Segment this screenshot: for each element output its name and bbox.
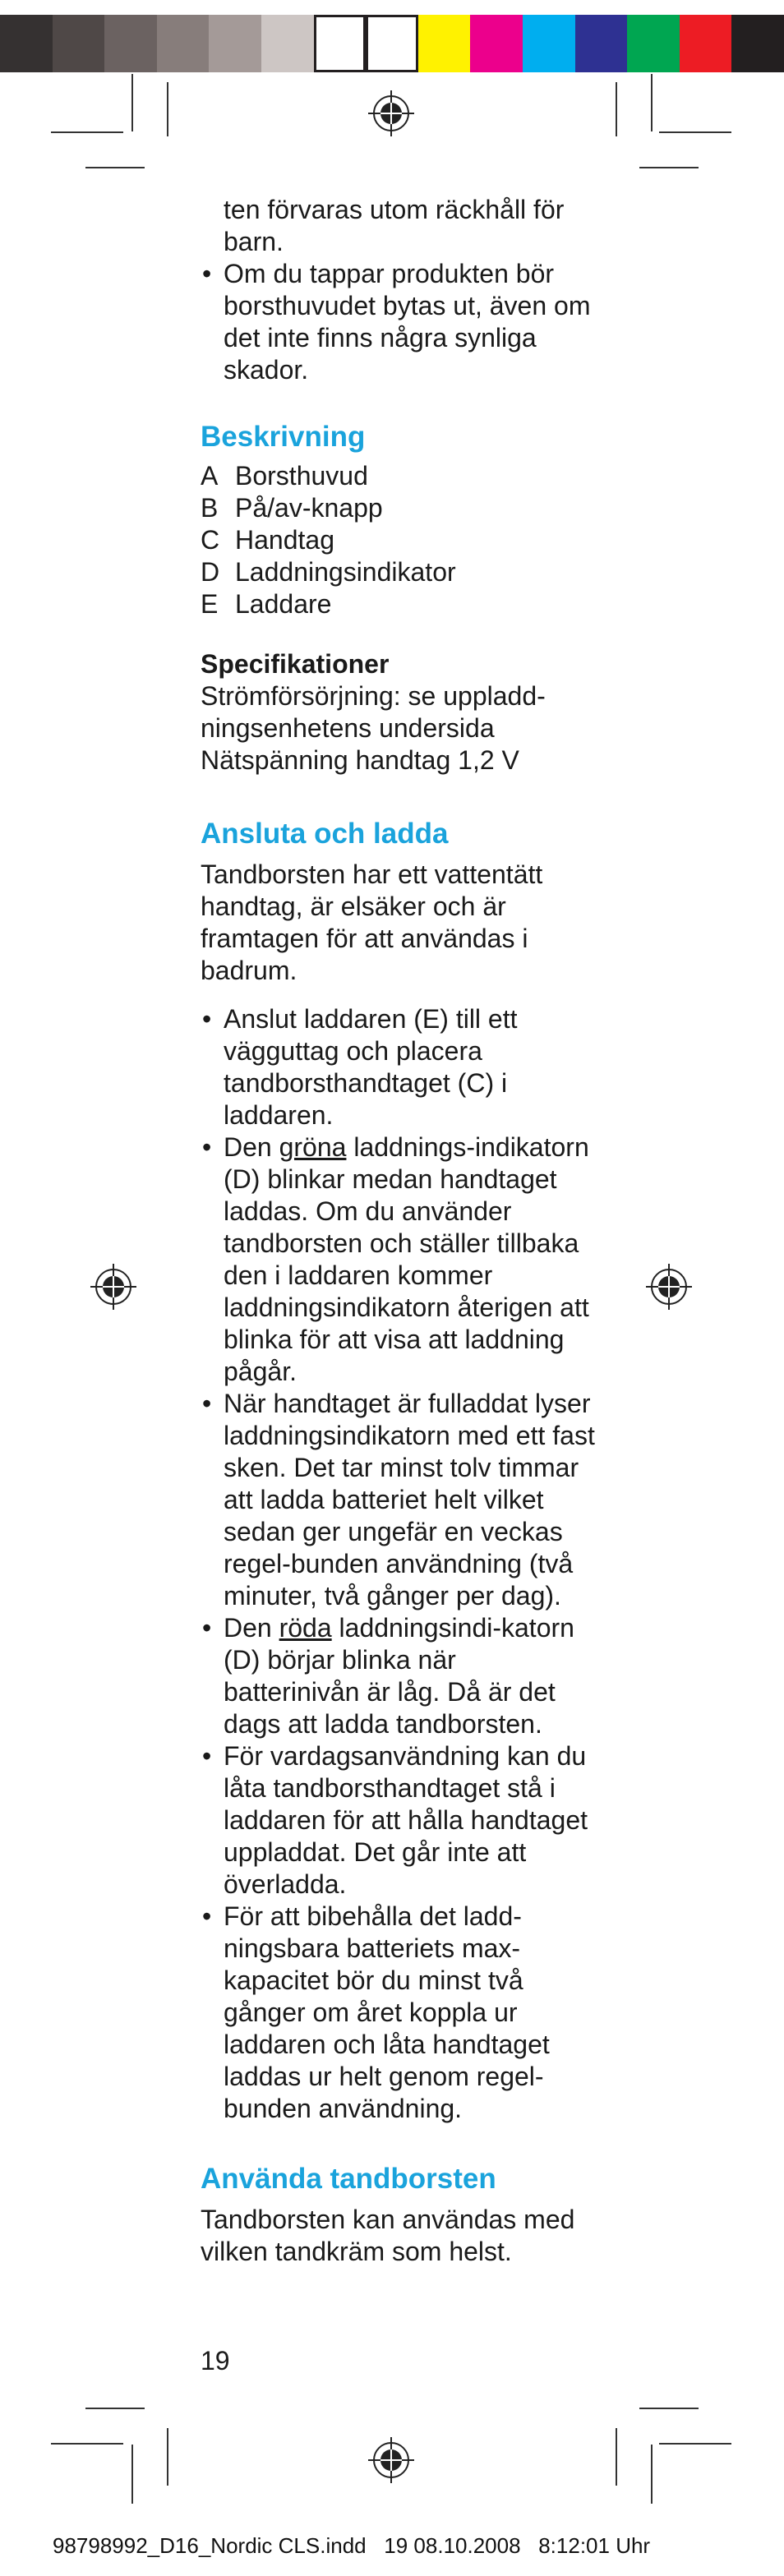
registration-mark-icon xyxy=(646,1264,692,1310)
description-item xyxy=(201,460,595,492)
description-letter: D xyxy=(201,557,220,587)
list-item: • När handtaget är fulladdat lyser laddningsindikatorn med ett fast sken. Det tar minst tolv timmar att ladda batteriet helt vilket sedan ger ungefär en veckas regel-bunden användning (två minuter, två gånger per dag). xyxy=(201,1388,595,1612)
description-letter: C xyxy=(201,525,220,555)
specs-title: Specifikationer xyxy=(201,649,390,679)
crop-mark xyxy=(167,2428,168,2486)
print-footer: 98798992_D16_Nordic CLS.indd 19 08.10.2008 8:12:01 Uhr xyxy=(53,2533,651,2558)
crop-mark xyxy=(85,2408,145,2409)
crop-mark xyxy=(131,74,133,131)
description-text: Laddningsindikator xyxy=(235,557,456,587)
color-swatch xyxy=(104,15,157,72)
description-letter: B xyxy=(201,493,219,523)
description-item xyxy=(201,524,595,556)
color-swatch xyxy=(157,15,210,72)
crop-mark xyxy=(659,2443,731,2445)
list-item-text: laddningsindi-katorn (D) börjar blinka när batterinivån är låg. Då är det dags att ladda tandborsten. xyxy=(224,1613,574,1739)
page-number: 19 xyxy=(201,2346,230,2376)
section-heading-beskrivning: Beskrivning xyxy=(201,421,366,453)
color-swatch xyxy=(314,15,367,72)
color-swatch xyxy=(366,15,418,72)
list-item: ten förvaras utom räckhåll för barn. xyxy=(224,195,565,256)
green-emphasis: gröna xyxy=(279,1132,347,1162)
crop-mark xyxy=(651,74,653,131)
red-emphasis: röda xyxy=(279,1613,332,1643)
crop-mark xyxy=(639,2408,699,2409)
description-item xyxy=(201,588,595,620)
section-heading-ansluta: Ansluta och ladda xyxy=(201,818,449,850)
description-text: Handtag xyxy=(235,525,334,555)
color-swatch xyxy=(209,15,261,72)
crop-mark xyxy=(131,2445,133,2504)
anvanda-text: Tandborsten kan användas med vilken tandkräm som helst. xyxy=(201,2205,575,2266)
list-item: • För vardagsanvändning kan du låta tandborsthandtaget stå i laddaren för att hålla handtaget uppladdat. Det går inte att överladda. xyxy=(201,1740,595,1901)
list-item-text: Den xyxy=(224,1613,279,1643)
crop-mark xyxy=(639,167,699,168)
list-item: • För att bibehålla det ladd-ningsbara batteriets max-kapacitet bör du minst två gånger om året koppla ur laddaren och låta handtaget laddas ur helt genom regel-bunden användning. xyxy=(201,1901,595,2125)
manual-text-column xyxy=(201,194,595,2268)
description-item xyxy=(201,556,595,588)
crop-mark xyxy=(659,131,731,133)
crop-mark xyxy=(51,131,123,133)
list-item: • Anslut laddaren (E) till ett vägguttag och placera tandborsthandtaget (C) i laddaren. xyxy=(201,1003,595,1131)
list-item: • Om du tappar produkten bör borsthuvudet bytas ut, även om det inte finns några synliga skador. xyxy=(201,258,595,386)
specs-voltage: Nätspänning handtag 1,2 V xyxy=(201,745,519,775)
specs-power-supply: Strömförsörjning: se uppladd-ningsenhetens undersida xyxy=(201,681,546,743)
ansluta-intro: Tandborsten har ett vattentätt handtag, är elsäker och är framtagen för att användas i badrum. xyxy=(201,859,543,985)
list-item-text: laddnings-indikatorn (D) blinkar medan handtaget laddas. Om du använder tandborsten och ställer tillbaka den i laddaren kommer laddningsindikatorn återigen att blinka för att visa att laddning pågår. xyxy=(224,1132,589,1386)
description-text: Borsthuvud xyxy=(235,461,368,491)
description-text: Laddare xyxy=(235,589,332,619)
description-item xyxy=(201,492,595,524)
color-swatch xyxy=(418,15,471,72)
crop-mark xyxy=(616,82,617,136)
list-item xyxy=(201,1131,595,1388)
color-swatch xyxy=(0,15,53,72)
crop-mark xyxy=(651,2445,653,2504)
section-heading-anvanda: Använda tandborsten xyxy=(201,2163,496,2195)
color-swatch xyxy=(627,15,680,72)
color-swatch xyxy=(53,15,105,72)
description-letter: A xyxy=(201,461,219,491)
description-letter: E xyxy=(201,589,219,619)
color-swatch xyxy=(680,15,732,72)
color-calibration-bar xyxy=(0,15,784,72)
color-swatch xyxy=(261,15,314,72)
crop-mark xyxy=(167,82,168,136)
list-item-text: Den xyxy=(224,1132,279,1162)
color-swatch xyxy=(731,15,784,72)
crop-mark xyxy=(85,167,145,168)
registration-mark-icon xyxy=(90,1264,136,1310)
crop-mark xyxy=(51,2443,123,2445)
color-swatch xyxy=(523,15,575,72)
registration-mark-icon xyxy=(368,90,414,136)
list-item xyxy=(201,1612,595,1740)
crop-mark xyxy=(616,2428,617,2486)
registration-mark-icon xyxy=(368,2437,414,2483)
charging-list xyxy=(201,1003,595,2125)
description-list xyxy=(201,460,595,620)
description-text: På/av-knapp xyxy=(235,493,383,523)
safety-list-tail xyxy=(201,194,595,386)
color-swatch xyxy=(470,15,523,72)
color-swatch xyxy=(575,15,628,72)
